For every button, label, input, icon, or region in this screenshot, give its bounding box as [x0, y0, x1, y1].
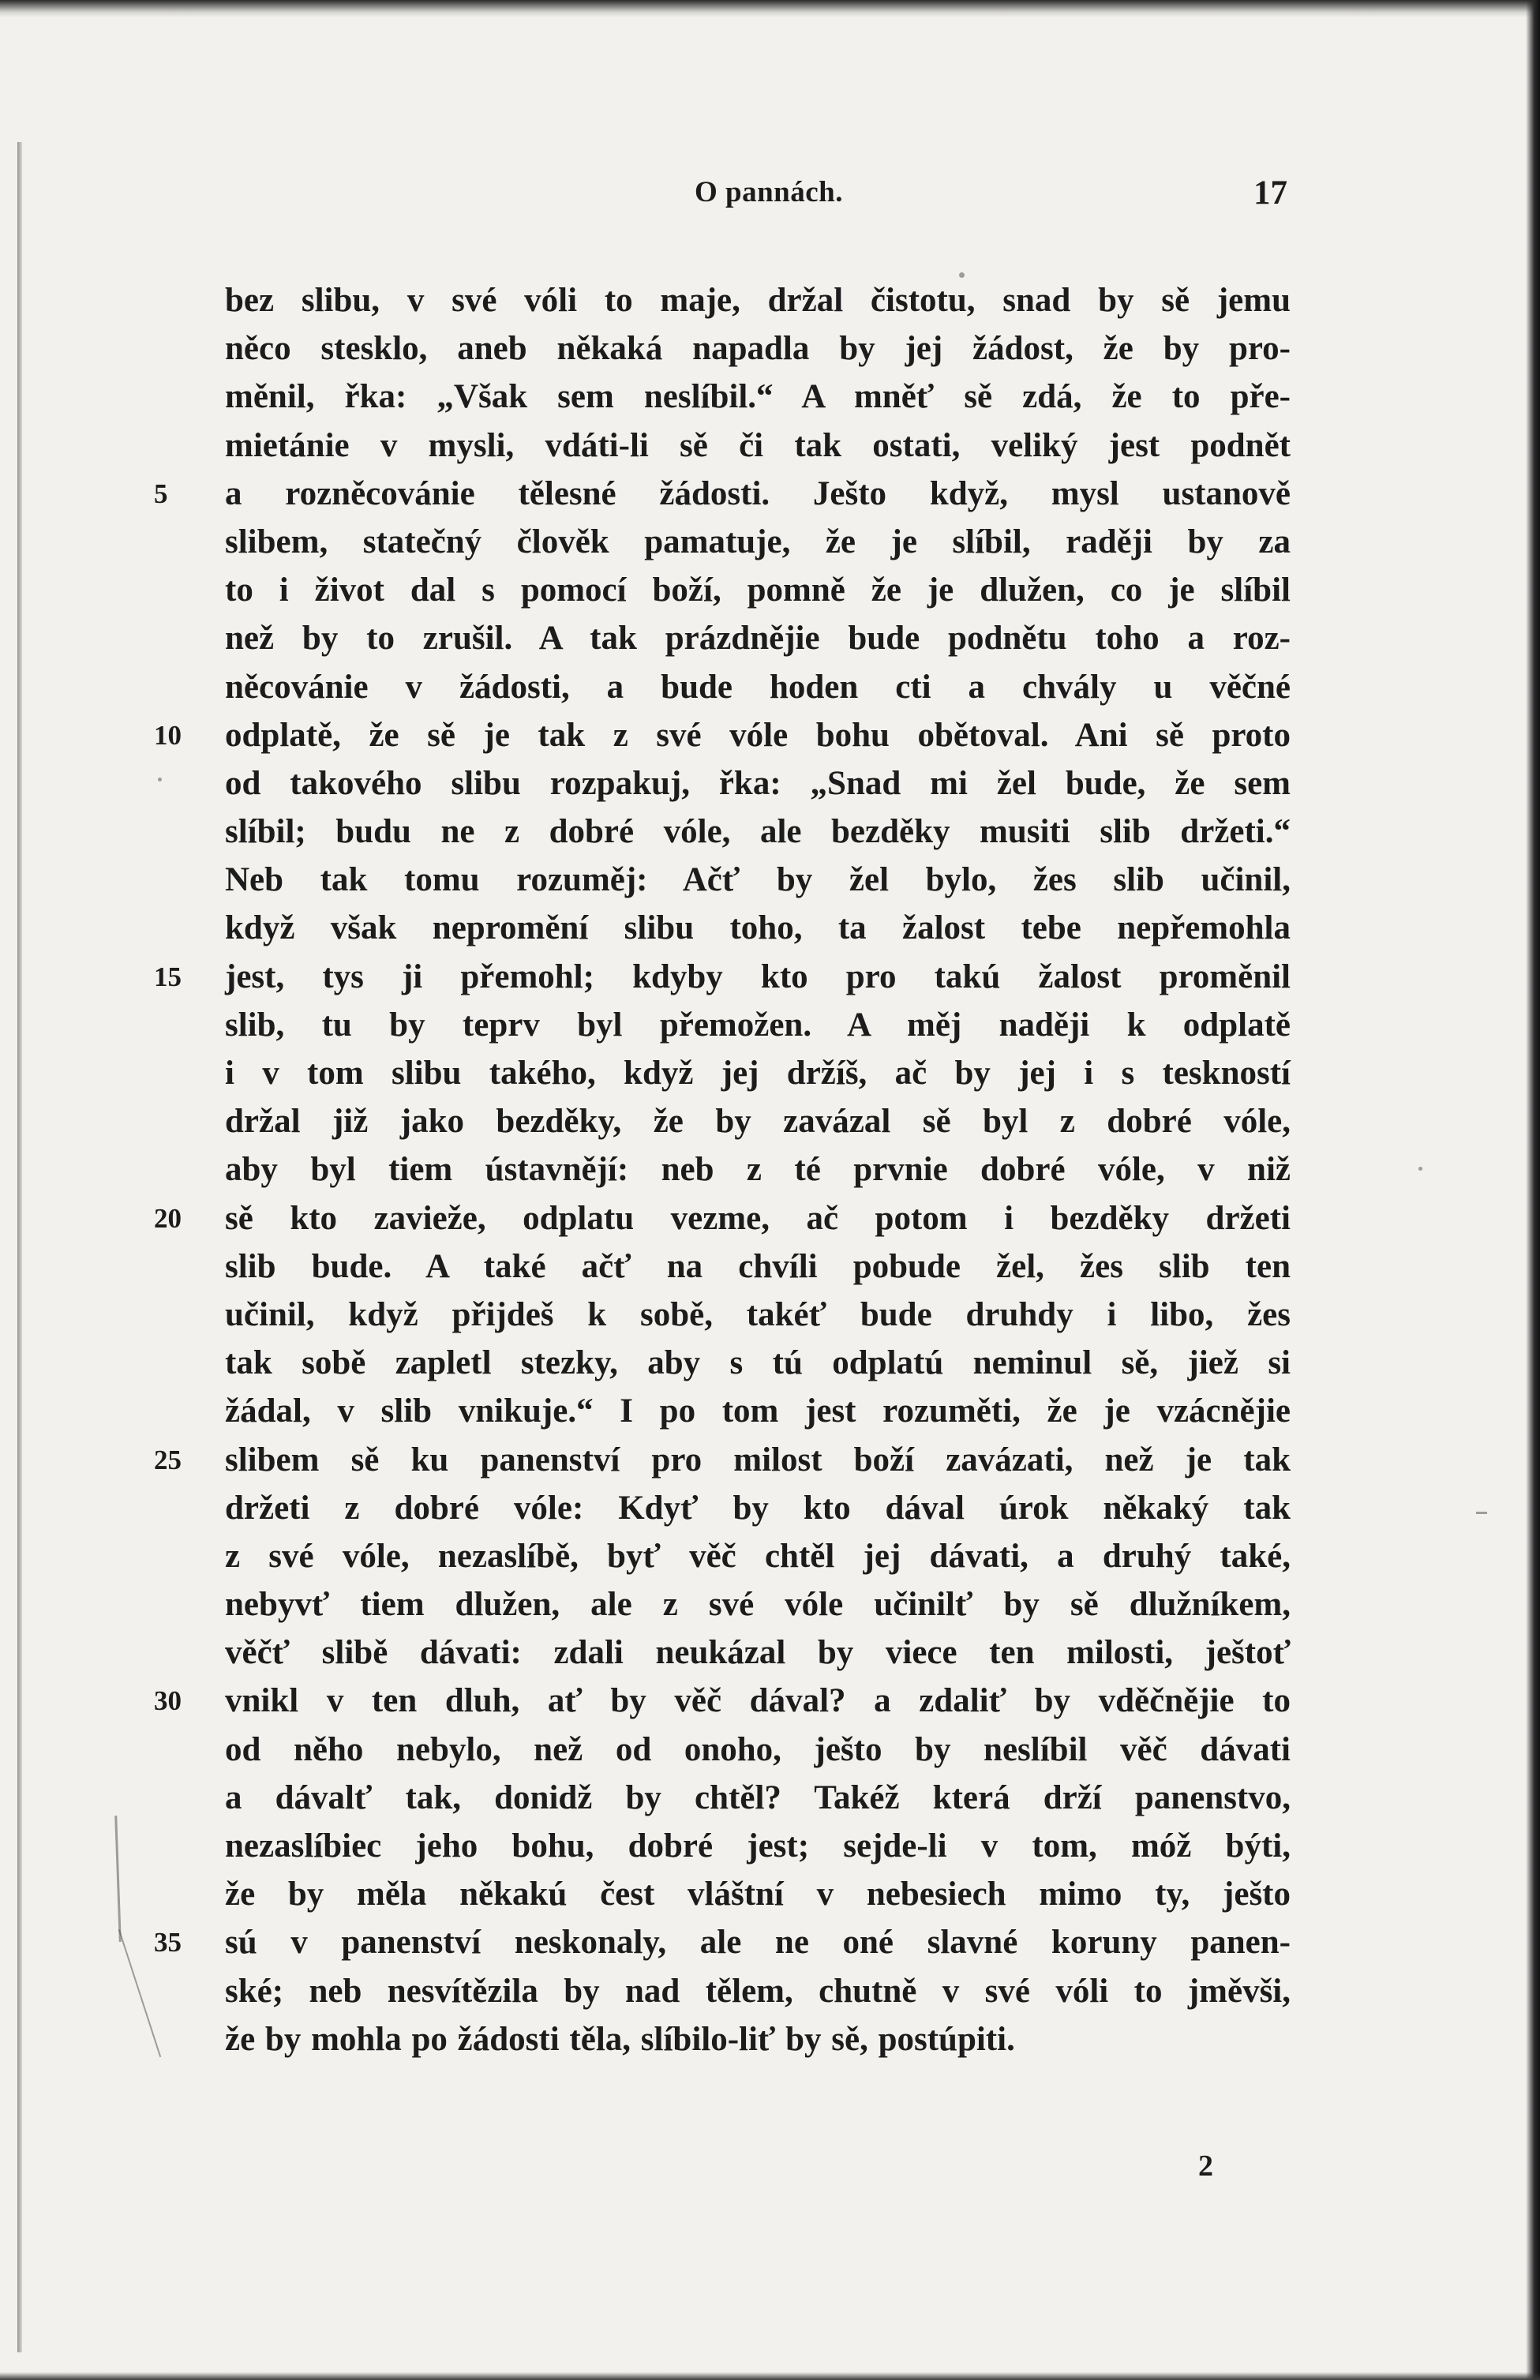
text-line [0, 2015, 1540, 2063]
line-text: něcovánie v žádosti, a bude hoden cti a chvály u věčné [225, 668, 1291, 706]
line-text: věčť slibě dávati: zdali neukázal by viece ten milosti, ještoť [225, 1634, 1291, 1672]
line-text: z své vóle, nezaslíbě, byť věč chtěl jej dávati, a druhý také, [225, 1537, 1291, 1575]
line-text: držeti z dobré vóle: Kdyť by kto dával úrok někaký tak [225, 1489, 1291, 1527]
line-text: bez slibu, v své vóli to maje, držal čistotu, snad by sě jemu [225, 282, 1291, 319]
text-line [0, 422, 1540, 470]
text-line [0, 904, 1540, 952]
text-line [0, 1097, 1540, 1145]
text-line [0, 518, 1540, 566]
text-line [0, 1001, 1540, 1049]
text-line [0, 711, 1540, 759]
text-line [0, 1436, 1540, 1484]
scan-top-edge [0, 0, 1540, 17]
text-line [0, 566, 1540, 614]
text-line [0, 808, 1540, 856]
line-text: slibem, statečný člověk pamatuje, že je slíbil, raději by za [225, 523, 1291, 560]
line-text: i v tom slibu takého, když jej držíš, ač by jej i s teskností [225, 1055, 1291, 1092]
text-line [0, 1532, 1540, 1580]
line-text: sě kto zavieže, odplatu vezme, ač potom i bezděky držeti [225, 1199, 1291, 1237]
text-line [0, 1291, 1540, 1339]
line-text: ské; neb nesvítězila by nad tělem, chutně v své vóli to jměvši, [225, 1972, 1291, 2010]
text-line [0, 1726, 1540, 1774]
line-number: 10 [154, 719, 182, 751]
line-text: nezaslíbiec jeho bohu, dobré jest; sejde-li v tom, móž býti, [225, 1827, 1291, 1865]
line-text: nebyvť tiem dlužen, ale z své vóle učinilť by sě dlužníkem, [225, 1586, 1291, 1624]
text-line [0, 1194, 1540, 1242]
line-text: odplatě, že sě je tak z své vóle bohu obětoval. Ani sě proto [225, 716, 1291, 754]
line-text: slíbil; budu ne z dobré vóle, ale bezděky musiti slib držeti.“ [225, 813, 1291, 851]
text-line [0, 1242, 1540, 1291]
line-text: vnikl v ten dluh, ať by věč dával? a zdaliť by vděčnějie to [225, 1682, 1291, 1720]
text-line [0, 1387, 1540, 1435]
line-text: a dávalť tak, donidž by chtěl? Takéž která drží panenstvo, [225, 1778, 1291, 1816]
text-line [0, 1774, 1540, 1822]
text-line [0, 324, 1540, 373]
text-line [0, 663, 1540, 711]
text-line [0, 856, 1540, 904]
text-line [0, 1484, 1540, 1532]
line-number: 20 [154, 1202, 182, 1234]
line-number: 25 [154, 1444, 182, 1475]
text-line [0, 373, 1540, 421]
line-text: slibem sě ku panenství pro milost boží zavázati, než je tak [225, 1441, 1291, 1479]
line-text: to i život dal s pomocí boží, pomně že je dlužen, co je slíbil [225, 572, 1291, 609]
text-line [0, 759, 1540, 808]
text-line [0, 1580, 1540, 1629]
line-text: slib, tu by teprv byl přemožen. A měj naději k odplatě [225, 1006, 1291, 1044]
line-text: učinil, když přijdeš k sobě, takéť bude druhdy i libo, žes [225, 1295, 1291, 1333]
running-head [0, 175, 1540, 215]
text-line [0, 1967, 1540, 2015]
text-line [0, 276, 1540, 324]
line-text: než by to zrušil. A tak prázdnějie bude podnětu toho a roz- [225, 620, 1291, 658]
text-line [0, 1339, 1540, 1387]
line-text: a rozněcovánie tělesné žádosti. Ješto když, mysl ustanově [225, 474, 1291, 512]
line-text: jest, tys ji přemohl; kdyby kto pro takú žalost proměnil [225, 958, 1291, 995]
text-line [0, 614, 1540, 662]
line-text: slib bude. A také ačť na chvíli pobude žel, žes slib ten [225, 1247, 1291, 1285]
line-text: Neb tak tomu rozuměj: Ačť by žel bylo, žes slib učinil, [225, 861, 1291, 899]
line-text: aby byl tiem ústavnějí: neb z té prvnie dobré vóle, v niž [225, 1151, 1291, 1189]
text-line [0, 1918, 1540, 1966]
text-line [0, 1822, 1540, 1870]
text-line [0, 1677, 1540, 1725]
line-text: že by mohla po žádosti těla, slíbilo-liť by sě, postúpiti. [225, 2020, 1015, 2058]
line-text: když však nepromění slibu toho, ta žalost tebe nepřemohla [225, 909, 1291, 947]
text-line [0, 953, 1540, 1001]
page-number: 17 [1253, 174, 1287, 212]
line-number: 30 [154, 1685, 182, 1717]
line-text: držal již jako bezděky, že by zavázal sě byl z dobré vóle, [225, 1103, 1291, 1141]
line-text: mietánie v mysli, vdáti-li sě či tak ostati, veliký jest podnět [225, 426, 1291, 464]
text-line [0, 470, 1540, 518]
line-text: měnil, řka: „Však sem neslíbil.“ A mněť sě zdá, že to pře- [225, 378, 1291, 416]
body-text [0, 276, 1540, 2063]
line-text: od takového slibu rozpakuj, řka: „Snad mi žel bude, že sem [225, 764, 1291, 802]
scan-bottom-edge [0, 2372, 1540, 2380]
line-number: 35 [154, 1927, 182, 1958]
line-text: sú v panenství neskonaly, ale ne oné slavné koruny panen- [225, 1924, 1291, 1962]
signature-mark: 2 [1198, 2149, 1213, 2183]
line-text: žádal, v slib vnikuje.“ I po tom jest rozuměti, že je vzácnějie [225, 1392, 1291, 1430]
running-title: O pannách. [695, 176, 844, 208]
line-text: od něho nebylo, než od onoho, ješto by neslíbil věč dávati [225, 1730, 1291, 1768]
line-text: tak sobě zapletl stezky, aby s tú odplatú neminul sě, jiež si [225, 1344, 1291, 1382]
text-line [0, 1629, 1540, 1677]
line-text: že by měla někakú čest vláštní v nebesiech mimo ty, ješto [225, 1876, 1291, 1913]
text-line [0, 1145, 1540, 1194]
line-number: 5 [154, 478, 168, 509]
text-line [0, 1049, 1540, 1097]
text-line [0, 1870, 1540, 1918]
line-number: 15 [154, 961, 182, 992]
line-text: něco stesklo, aneb někaká napadla by jej žádost, že by pro- [225, 330, 1291, 368]
